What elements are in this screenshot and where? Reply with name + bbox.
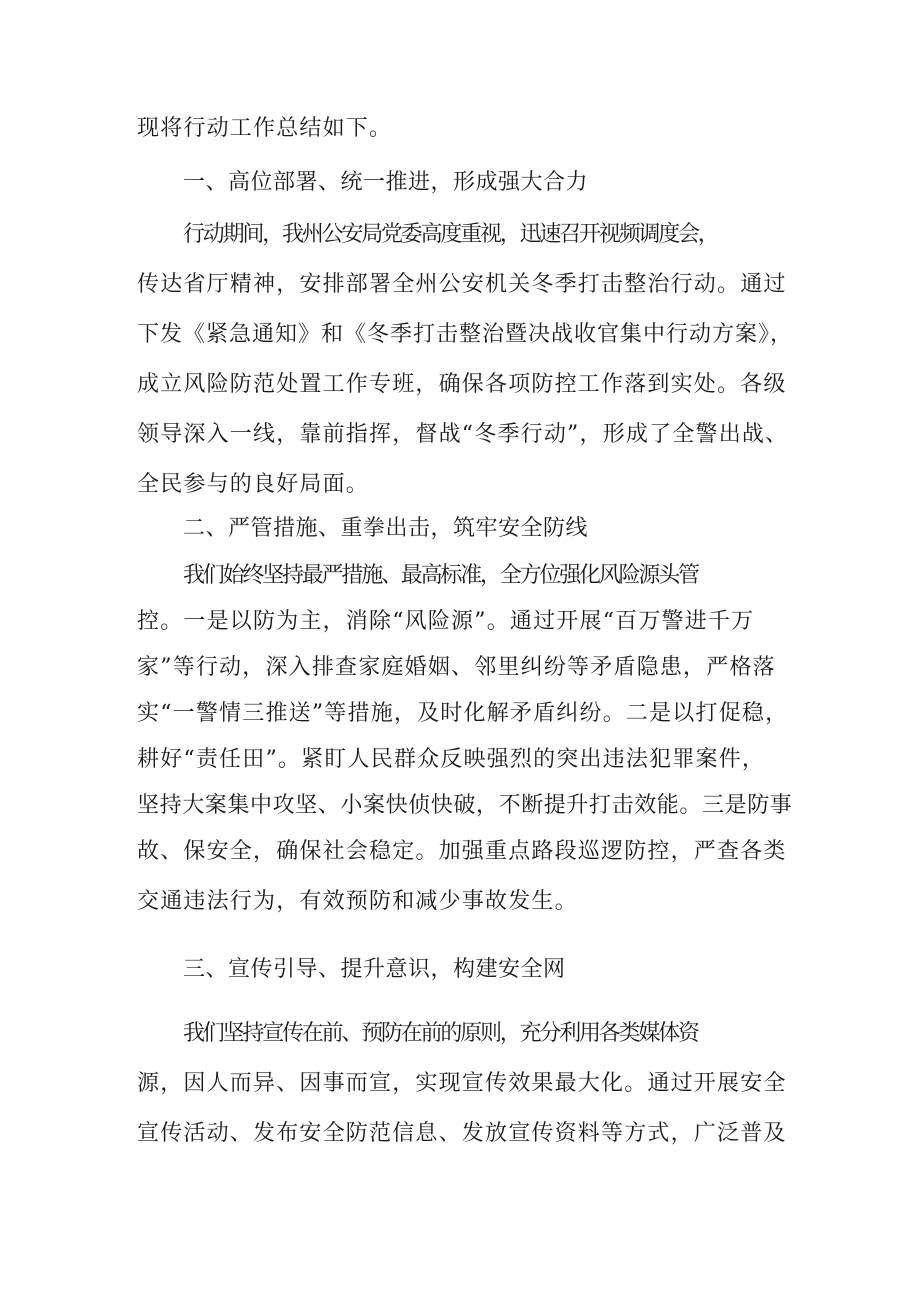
paragraph-line: 我们始终坚持最严措施、最高标准，全方位强化风险源头管 [183, 563, 698, 588]
paragraph-line: 坚持大案集中攻坚、小案快侦快破，不断提升打击效能。三是防事 [137, 793, 793, 818]
paragraph-line: 实“一警情三推送”等措施，及时化解矛盾纠纷。二是以打促稳， [137, 701, 789, 726]
paragraph-line: 源，因人而异、因事而宣，实现宣传效果最大化。通过开展安全 [137, 1071, 787, 1096]
paragraph-line: 耕好“责任田”。紧盯人民群众反映强烈的突出违法犯罪案件， [137, 747, 766, 772]
paragraph-line: 家”等行动，深入排查家庭婚姻、邻里纠纷等矛盾隐患，严格落 [137, 655, 776, 680]
section-heading-2: 二、严管措施、重拳出击，筑牢安全防线 [183, 516, 589, 541]
paragraph-line: 宣传活动、发布安全防范信息、发放宣传资料等方式，广泛普及 [137, 1121, 787, 1146]
paragraph-line: 我们坚持宣传在前、预防在前的原则，充分利用各类媒体资 [183, 1021, 698, 1046]
paragraph-line: 下发《紧急通知》和《冬季打击整治暨决战收官集中行动方案》， [137, 322, 794, 347]
paragraph-line: 传达省厅精神，安排部署全州公安机关冬季打击整治行动。通过 [137, 272, 787, 297]
section-heading-3: 三、宣传引导、提升意识，构建安全网 [183, 957, 566, 982]
paragraph-line: 领导深入一线，靠前指挥，督战“冬季行动”，形成了全警出战、 [137, 422, 789, 447]
paragraph-line: 成立风险防范处置工作专班，确保各项防控工作落到实处。各级 [137, 372, 787, 397]
paragraph-line: 行动期间，我州公安局党委高度重视，迅速召开视频调度会， [183, 222, 718, 247]
paragraph-line: 全民参与的良好局面。 [137, 472, 370, 497]
paragraph-line: 交通违法行为，有效预防和减少事故发生。 [137, 889, 578, 914]
paragraph-line: 控。一是以防为主，消除“风险源”。通过开展“百万警进千万 [137, 609, 755, 634]
paragraph-line: 故、保安全，确保社会稳定。加强重点路段巡逻防控，严查各类 [137, 839, 787, 864]
section-heading-1: 一、高位部署、统一推进，形成强大合力 [183, 170, 589, 195]
intro-line: 现将行动工作总结如下。 [137, 116, 393, 141]
